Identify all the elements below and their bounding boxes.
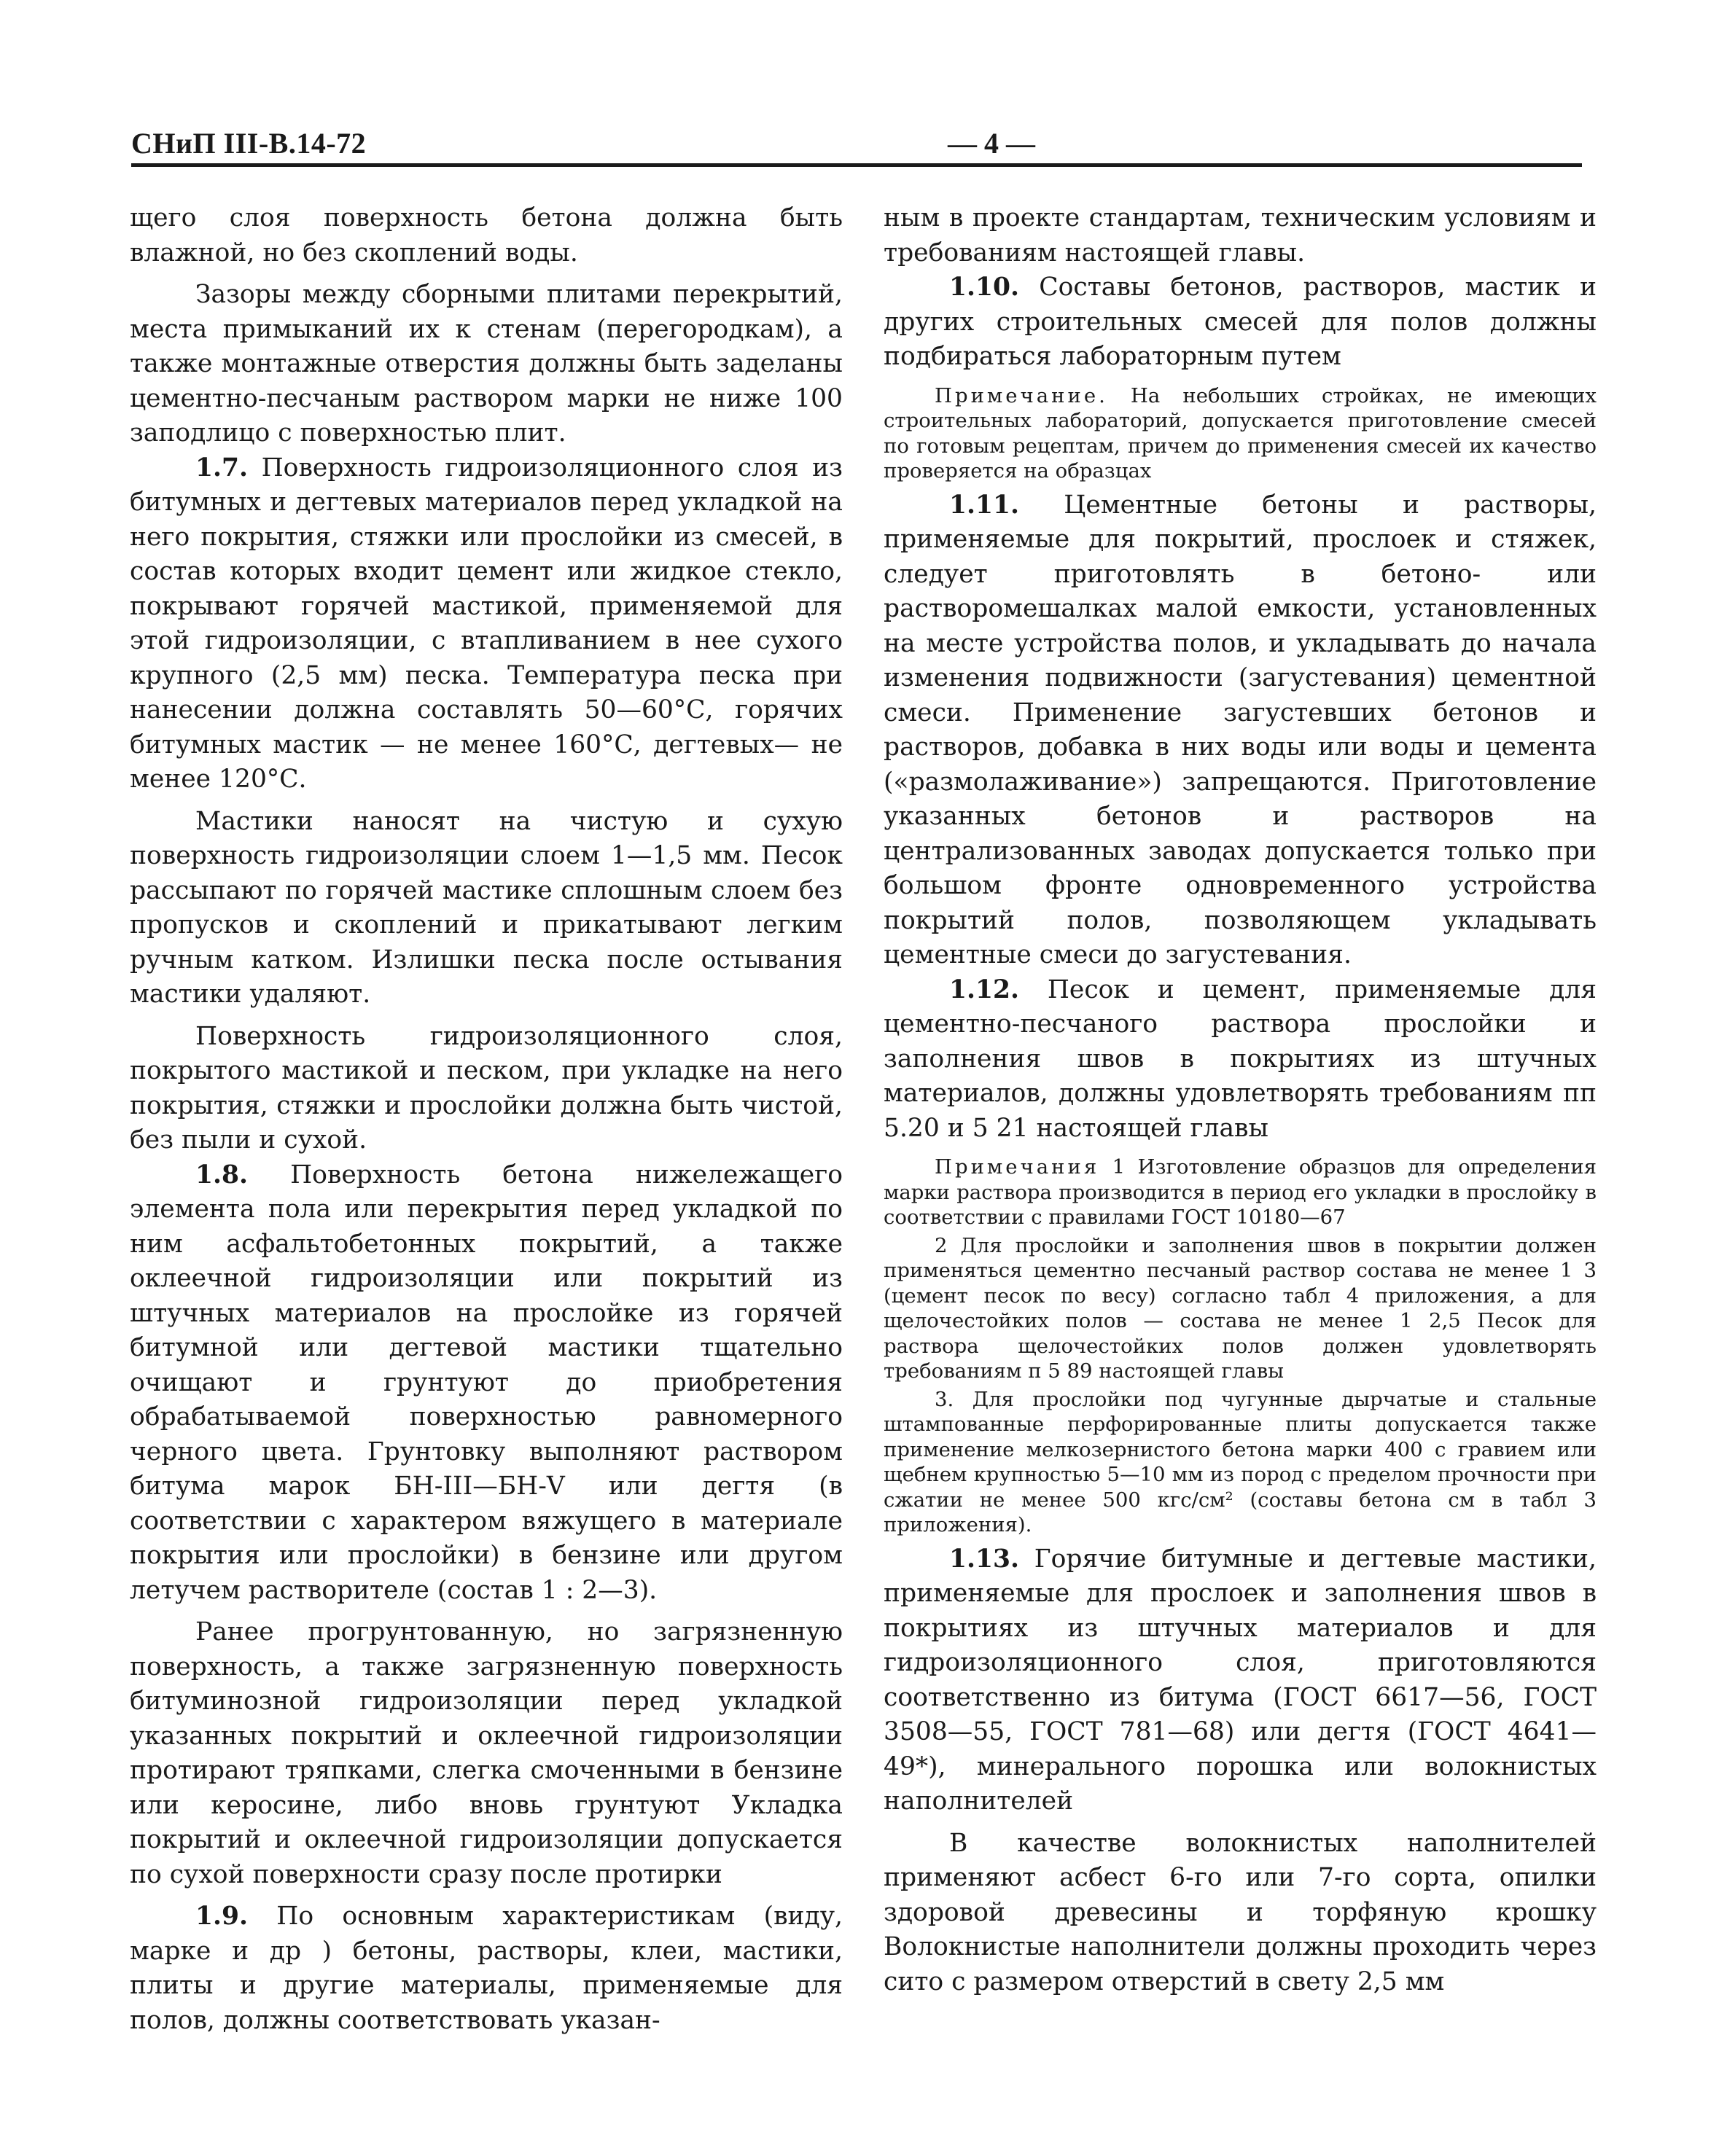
note-heading: Примечания — [935, 1155, 1100, 1179]
left-column — [130, 201, 843, 2038]
note-item: 3. Для прослойки под чугунные дырчатые и стальные штампованные перфорированные плиты допускается также применение мелкозернистого бетона марки 400 с гравием или щебнем крупностью 5—10 мм из пород с пределом прочности при сжатии не менее 500 кгс/см² (составы бетона см в табл 3 приложения). — [884, 1387, 1597, 1536]
clause-text: По основным характеристикам (виду, марке и др ) бетоны, растворы, клеи, мастики, плиты и другие материалы, применяемые для полов, должны соответствовать указан- — [130, 1902, 843, 2035]
clause-1-8 — [130, 1158, 843, 1609]
note-text: 1 Изготовление образцов для определения марки раствора производится в период его укладки в прослойку в соответствии с правилами ГОСТ 10180—67 — [884, 1155, 1597, 1229]
right-column — [884, 201, 1597, 1999]
clause-text: Цементные бетоны и растворы, применяемые для покрытий, прослоек и стяжек, следует приготовлять в бетоно- или растворомешалках малой емкости, установленных на месте устройства полов, и укладывать до начала изменения подвижности (загустевания) цементной смеси. Применение загустевших бетонов и растворов, добавка в них воды или воды и цемента («размолаживание») запрещаются. Приготовление указанных бетонов и растворов на централизованных заводах допускается только при большом фронте одновременного устройства покрытий полов, позволяющем укладывать цементные смеси до загустевания. — [884, 490, 1597, 969]
clause-1-12 — [884, 973, 1597, 1147]
clause-number: 1.7. — [195, 453, 249, 483]
paragraph: щего слоя поверхность бетона должна быть влажной, но без скоплений воды. — [130, 203, 843, 267]
note-heading: Примечание. — [935, 383, 1108, 407]
clause-number: 1.13. — [949, 1544, 1020, 1574]
clause-text: Песок и цемент, применяемые для цементно-песчаного раствора прослойки и заполнения швов в покрытиях из штучных материалов, должны удовлетворять требованиям пп 5.20 и 5 21 настоящей главы — [884, 975, 1597, 1143]
clause-number: 1.8. — [195, 1160, 249, 1190]
clause-1-13 — [884, 1542, 1597, 1819]
note — [884, 383, 1597, 484]
clause-number: 1.10. — [949, 273, 1020, 302]
paragraph: ным в проекте стандартам, техническим условиям и требованиям настоящей главы. — [884, 203, 1597, 267]
clause-1-10 — [884, 270, 1597, 375]
header-rule — [131, 163, 1582, 167]
paragraph: Ранее прогрунтованную, но загрязненную поверхность, а также загрязненную поверхность битуминозной гидроизоляции перед укладкой указанных покрытий и оклеечной гидроизоляции протирают тряпками, слегка смоченными в бензине или керосине, либо вновь грунтуют Укладка покрытий и оклеечной гидроизоляции допускается по сухой поверхности сразу после протирки — [130, 1617, 843, 1889]
paragraph: Поверхность гидроизоляционного слоя, покрытого мастикой и песком, при укладке на него покрытия, стяжки и прослойки должна быть чистой, без пыли и сухой. — [130, 1021, 843, 1155]
clause-text: Поверхность гидроизоляционного слоя из битумных и дегтевых материалов перед укладкой на него покрытия, стяжки или прослойки из смесей, в состав которых входит цемент или жидкое стекло, покрывают горячей мастикой, применяемой для этой гидроизоляции, с втапливанием в нее сухого крупного (2,5 мм) песка. Температура песка при нанесении должна составлять 50—60°С, горячих битумных мастик — не менее 160°С, дегтевых— не менее 120°С. — [130, 453, 843, 794]
clause-1-7 — [130, 451, 843, 797]
clause-1-9 — [130, 1899, 843, 2038]
paragraph: В качестве волокнистых наполнителей применяют асбест 6-го или 7-го сорта, опилки здоровой древесины и торфяную крошку Волокнистые наполнители должны проходить через сито с размером отверстий в свету 2,5 мм — [884, 1828, 1597, 1996]
clause-text: Горячие битумные и дегтевые мастики, применяемые для прослоек и заполнения швов в покрытиях из штучных материалов и для гидроизоляционного слоя, приготовляются соответственно из битума (ГОСТ 6617—56, ГОСТ 3508—55, ГОСТ 781—68) или дегтя (ГОСТ 4641—49*), минерального порошка или волокнистых наполнителей — [884, 1544, 1597, 1816]
note-item: 2 Для прослойки и заполнения швов в покрытии должен применяться цементно песчаный раствор состава не менее 1 3 (цемент песок по весу) согласно табл 4 приложения, а для щелочестойких полов — состава не менее 1 2,5 Песок для раствора щелочестойких полов должен удовлетворять требованиям п 5 89 настоящей главы — [884, 1233, 1597, 1383]
document-code: СНиП III-В.14-72 — [131, 127, 367, 160]
clause-text: Поверхность бетона нижележащего элемента пола или перекрытия перед укладкой по ним асфальтобетонных покрытий, а также оклеечной гидроизоляции или покрытий из штучных материалов на прослойке из горячей битумной или дегтевой мастики тщательно очищают и грунтуют до приобретения обрабатываемой поверхностью равномерного черного цвета. Грунтовку выполняют раствором битума марок БН-III—БН-V или дегтя (в соответствии с характером вяжущего в материале покрытия или прослойки) в бензине или другом летучем растворителе (состав 1 : 2—3). — [130, 1160, 843, 1605]
clause-number: 1.11. — [949, 490, 1020, 520]
paragraph: Зазоры между сборными плитами перекрытий, места примыканий их к стенам (перегородкам), а также монтажные отверстия должны быть заделаны цементно-песчаным раствором марки не ниже 100 заподлицо с поверхностью плит. — [130, 280, 843, 448]
clause-1-11 — [884, 488, 1597, 973]
note-text: На небольших стройках, не имеющих строительных лабораторий, допускается приготовление смесей по готовым рецептам, причем до применения смесей их качество проверяется на образцах — [884, 383, 1597, 483]
clause-number: 1.12. — [949, 975, 1020, 1004]
page-number: — 4 — — [948, 127, 1035, 160]
clause-number: 1.9. — [195, 1902, 249, 1931]
paragraph: Мастики наносят на чистую и сухую поверхность гидроизоляции слоем 1—1,5 мм. Песок рассыпают по горячей мастике сплошным слоем без пропусков и скоплений и прикатывают легким ручным катком. Излишки песка после остывания мастики удаляют. — [130, 806, 843, 1009]
note — [884, 1155, 1597, 1230]
clause-text: Составы бетонов, растворов, мастик и других строительных смесей для полов должны подбираться лабораторным путем — [884, 273, 1597, 371]
